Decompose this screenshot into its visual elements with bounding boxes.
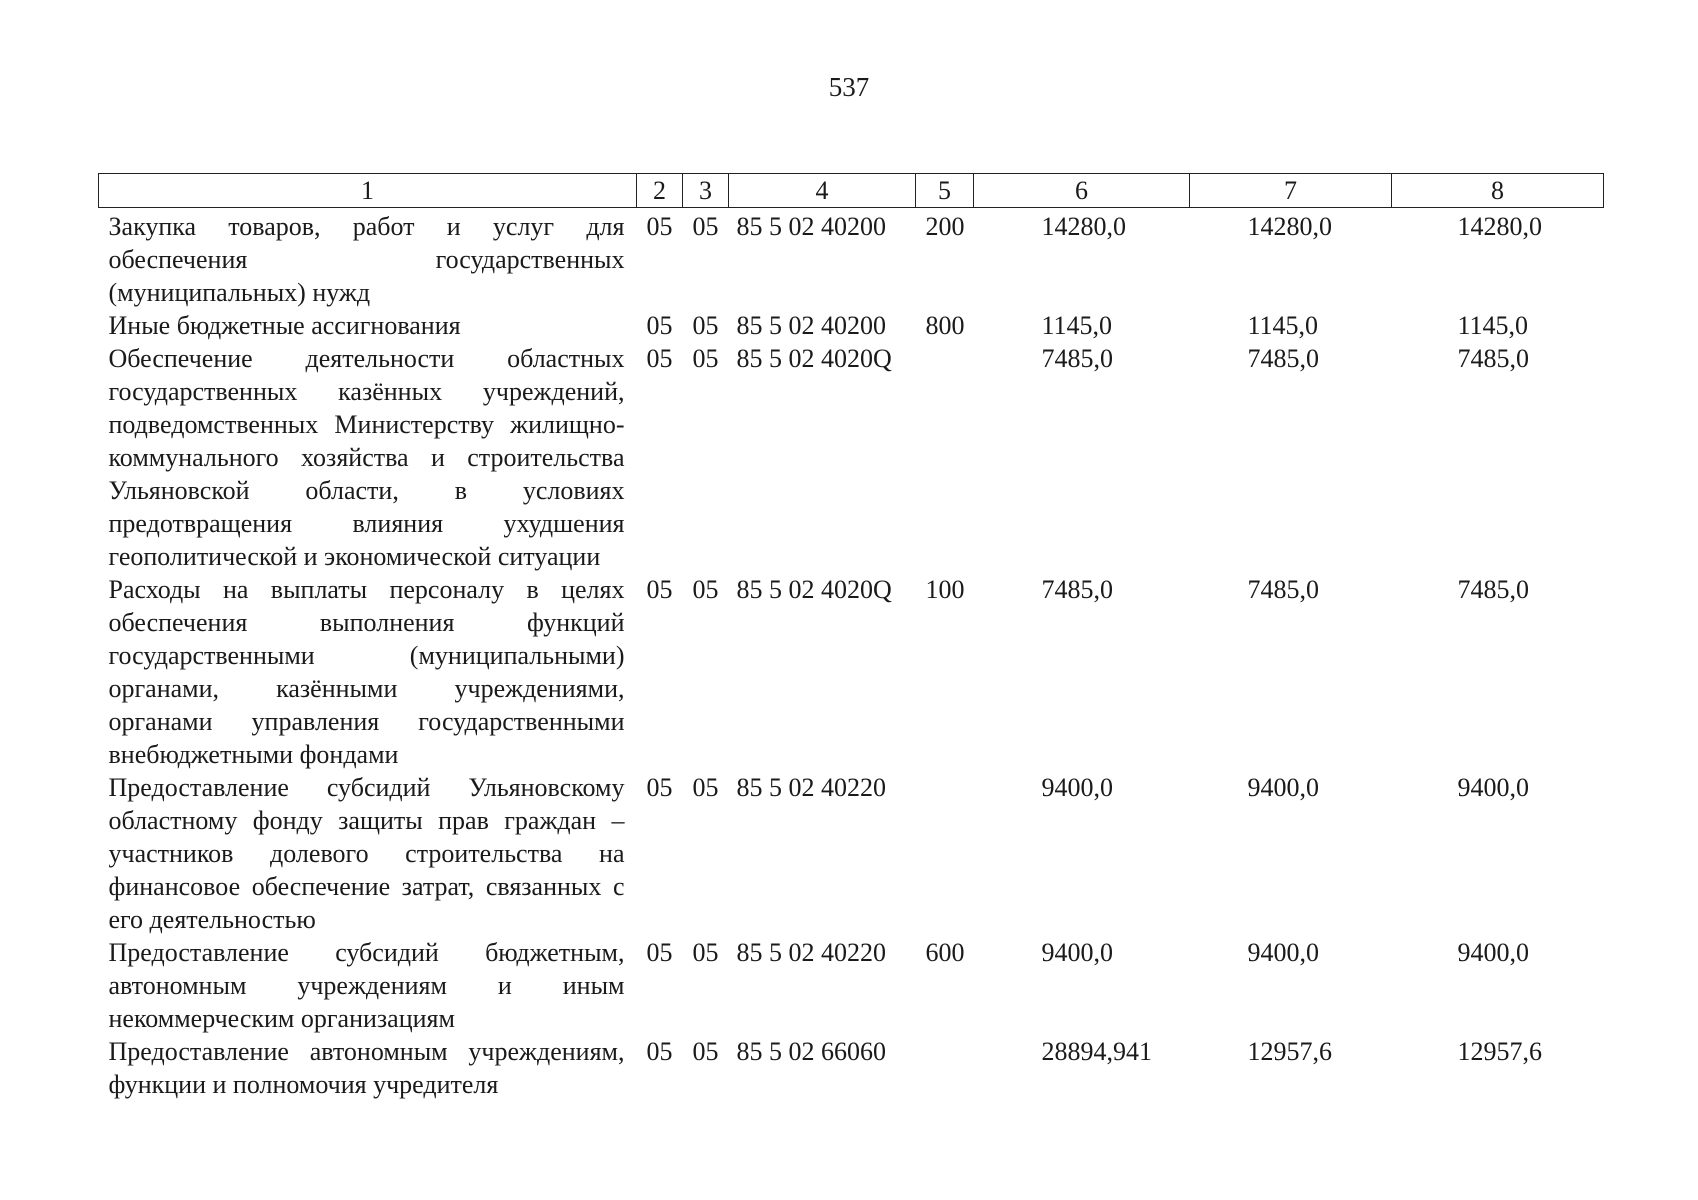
row-name: Предоставление автономным учреждениям, функции и полномочия учредителя (108, 1037, 625, 1099)
table-header (99, 174, 1604, 208)
table-row (99, 1035, 1604, 1101)
row-subsection: 05 (692, 773, 719, 802)
row-amount-col6: 7485,0 (1041, 344, 1113, 373)
row-expense-type: 800 (925, 311, 965, 340)
row-section: 05 (646, 1037, 673, 1066)
row-amount-col8: 1145,0 (1457, 311, 1529, 340)
row-target-article: 85 5 02 4020Q (736, 344, 892, 373)
row-name: Предоставление субсидий бюджетным, автономным учреждениям и иным некоммерческим организациям (108, 938, 625, 1033)
row-amount-col7: 14280,0 (1247, 212, 1332, 241)
row-amount-col8: 9400,0 (1457, 773, 1529, 802)
header-col-6: 6 (974, 174, 1190, 208)
row-expense-type (916, 1035, 974, 1101)
row-section: 05 (646, 773, 673, 802)
row-subsection: 05 (692, 938, 719, 967)
row-target-article: 85 5 02 40220 (736, 773, 886, 802)
row-amount-col8: 9400,0 (1457, 938, 1529, 967)
row-section: 05 (646, 344, 673, 373)
row-amount-col6: 1145,0 (1041, 311, 1113, 340)
row-target-article: 85 5 02 66060 (736, 1037, 886, 1066)
row-name: Обеспечение деятельности областных государственных казённых учреждений, подведомственных Министерству жилищно-коммунального хозяйства и строительства Ульяновской области, в условиях предотвращения влияния ухудшения геополитической и экономической ситуации (108, 344, 625, 571)
row-section: 05 (646, 212, 673, 241)
table-row (99, 573, 1604, 771)
row-section: 05 (646, 938, 673, 967)
table-row (99, 208, 1604, 310)
row-amount-col6: 28894,941 (1041, 1037, 1152, 1066)
row-amount-col7: 1145,0 (1247, 311, 1319, 340)
row-subsection: 05 (692, 575, 719, 604)
row-subsection: 05 (692, 212, 719, 241)
row-amount-col8: 12957,6 (1457, 1037, 1542, 1066)
row-name: Иные бюджетные ассигнования (108, 311, 461, 340)
header-col-2: 2 (637, 174, 683, 208)
row-subsection: 05 (692, 344, 719, 373)
row-subsection: 05 (692, 311, 719, 340)
row-amount-col8: 7485,0 (1457, 575, 1529, 604)
table-row (99, 936, 1604, 1035)
budget-table (98, 173, 1604, 1101)
row-section: 05 (646, 575, 673, 604)
header-col-5: 5 (916, 174, 974, 208)
header-col-1: 1 (99, 174, 637, 208)
row-amount-col7: 9400,0 (1247, 773, 1319, 802)
row-expense-type: 200 (925, 212, 965, 241)
row-target-article: 85 5 02 40200 (736, 311, 886, 340)
row-target-article: 85 5 02 40200 (736, 212, 886, 241)
row-expense-type: 600 (925, 938, 965, 967)
row-amount-col7: 7485,0 (1247, 344, 1319, 373)
header-col-3: 3 (683, 174, 729, 208)
row-target-article: 85 5 02 40220 (736, 938, 886, 967)
row-target-article: 85 5 02 4020Q (736, 575, 892, 604)
table-body (99, 208, 1604, 1102)
row-amount-col7: 9400,0 (1247, 938, 1319, 967)
row-section: 05 (646, 311, 673, 340)
header-row (99, 174, 1604, 208)
row-amount-col8: 14280,0 (1457, 212, 1542, 241)
row-amount-col6: 9400,0 (1041, 773, 1113, 802)
table-row (99, 771, 1604, 936)
row-name: Закупка товаров, работ и услуг для обеспечения государственных (муниципальных) нужд (108, 212, 625, 307)
table-row (99, 309, 1604, 342)
row-name: Предоставление субсидий Ульяновскому областному фонду защиты прав граждан – участников долевого строительства на финансовое обеспечение затрат, связанных с его деятельностью (108, 773, 625, 934)
row-subsection: 05 (692, 1037, 719, 1066)
page-number: 537 (828, 72, 870, 102)
row-amount-col6: 7485,0 (1041, 575, 1113, 604)
row-expense-type (916, 771, 974, 936)
row-amount-col6: 9400,0 (1041, 938, 1113, 967)
header-col-7: 7 (1190, 174, 1392, 208)
header-col-4: 4 (729, 174, 916, 208)
row-amount-col7: 7485,0 (1247, 575, 1319, 604)
row-expense-type (916, 342, 974, 573)
row-amount-col8: 7485,0 (1457, 344, 1529, 373)
row-expense-type: 100 (925, 575, 965, 604)
row-amount-col6: 14280,0 (1041, 212, 1126, 241)
row-name: Расходы на выплаты персоналу в целях обеспечения выполнения функций государственными (муниципальными) органами, казёнными учреждениями, органами управления государственными внебюджетными фондами (108, 575, 625, 769)
row-amount-col7: 12957,6 (1247, 1037, 1332, 1066)
table-row (99, 342, 1604, 573)
header-col-8: 8 (1392, 174, 1604, 208)
